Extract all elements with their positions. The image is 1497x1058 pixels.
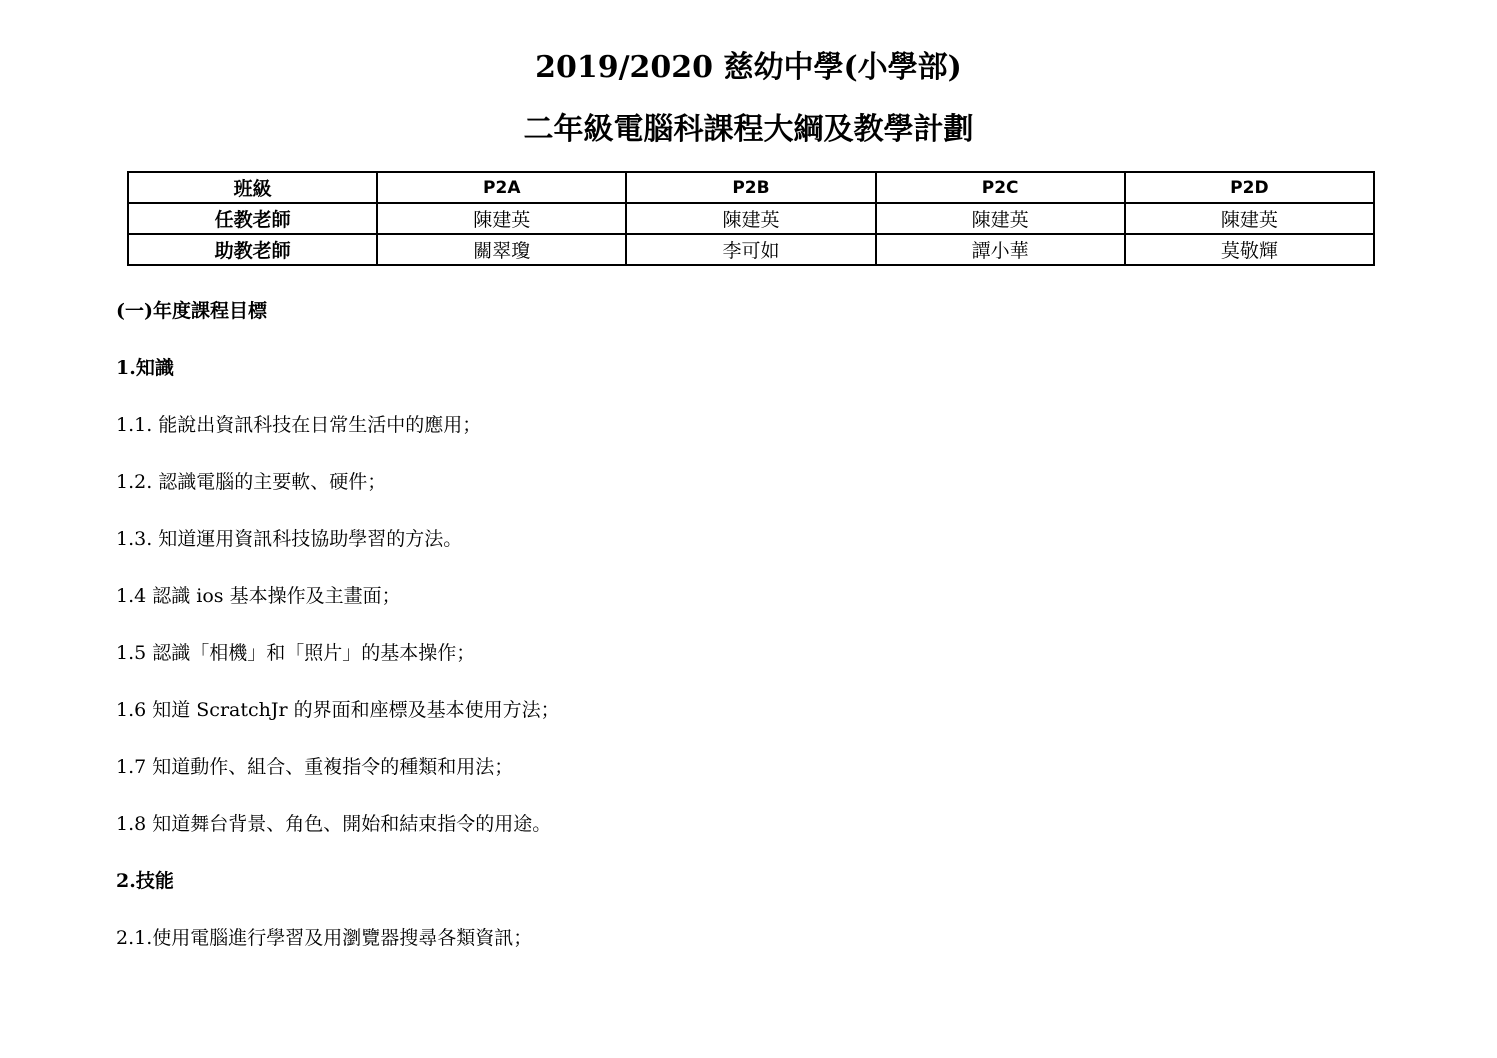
skills-heading: 2.技能 <box>116 870 174 892</box>
table-header-class: 班級 <box>128 172 377 203</box>
table-cell: 陳建英 <box>1125 203 1374 234</box>
section-heading: (一)年度課程目標 <box>116 300 267 322</box>
table-cell: 陳建英 <box>876 203 1125 234</box>
list-item: 1.4 認識 ios 基本操作及主畫面； <box>116 585 401 607</box>
list-item: 1.7 知道動作、組合、重複指令的種類和用法； <box>116 756 514 778</box>
page-title: 2019/2020 慈幼中學(小學部) <box>535 50 962 85</box>
knowledge-heading: 1.知識 <box>116 357 174 379</box>
list-item: 1.3. 知道運用資訊科技協助學習的方法。 <box>116 528 463 550</box>
table-cell: 譚小華 <box>876 234 1125 265</box>
row-label-assistant: 助教老師 <box>128 234 377 265</box>
list-item: 1.8 知道舞台背景、角色、開始和結束指令的用途。 <box>116 813 552 835</box>
table-row <box>128 234 1374 265</box>
table-cell: 陳建英 <box>626 203 875 234</box>
table-header-p2b: P2B <box>626 172 875 203</box>
table-cell: 莫敬輝 <box>1125 234 1374 265</box>
list-item: 1.6 知道 ScratchJr 的界面和座標及基本使用方法； <box>116 699 560 721</box>
table-header-p2d: P2D <box>1125 172 1374 203</box>
table-cell: 關翠瓊 <box>377 234 626 265</box>
table-cell: 李可如 <box>626 234 875 265</box>
table-row <box>128 203 1374 234</box>
list-item: 1.2. 認識電腦的主要軟、硬件； <box>116 471 387 493</box>
staff-table <box>127 171 1375 266</box>
list-item: 1.1. 能說出資訊科技在日常生活中的應用； <box>116 414 482 436</box>
table-cell: 陳建英 <box>377 203 626 234</box>
table-header-row <box>128 172 1374 203</box>
table-header-p2a: P2A <box>377 172 626 203</box>
list-item: 2.1.使用電腦進行學習及用瀏覽器搜尋各類資訊； <box>116 927 533 949</box>
table-header-p2c: P2C <box>876 172 1125 203</box>
list-item: 1.5 認識「相機」和「照片」的基本操作； <box>116 642 476 664</box>
row-label-teacher: 任教老師 <box>128 203 377 234</box>
page-subtitle: 二年級電腦科課程大綱及教學計劃 <box>523 112 974 147</box>
